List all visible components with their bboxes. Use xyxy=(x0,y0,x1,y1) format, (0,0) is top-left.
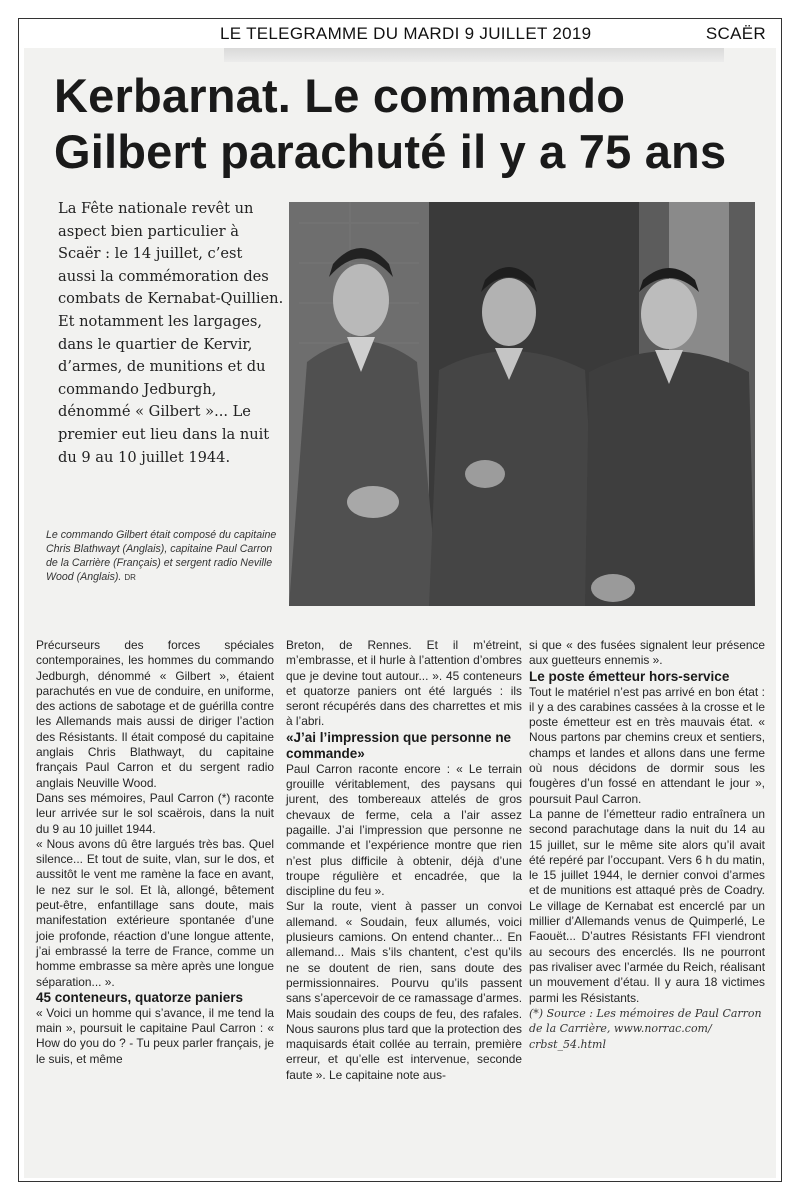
col3-subheading: Le poste émetteur hors-service xyxy=(529,668,730,684)
col2-subheading: «J’ai l’impression que personne ne commande» xyxy=(286,729,512,761)
col1-paragraph-2: Dans ses mémoires, Paul Carron (*) raconte leur arrivée sur le sol scaërois, dans la nuit du 9 au 10 juillet 1944. xyxy=(36,790,274,836)
article-intro: La Fête nationale revêt un aspect bien particulier à Scaër : le 14 juillet, c’est aussi la commémoration des combats de Kernabat-Quillien. Et notamment les largages, dans le quartier de Kervir, d’armes, de munitions et du commando Jedburgh, dénommé « Gilbert »... Le premier eut lieu dans la nuit du 9 au 10 juillet 1944. xyxy=(58,200,284,466)
col2-paragraph-3: Sur la route, vient à passer un convoi allemand. « Soudain, feux allumés, voici plusieurs camions. On entend chanter... En allemand... Mais s’ils chantent, c’est qu’ils ne se doutent de rien, sans doute des permissionnaires. Pourvu qu’ils passent sans s’apercevoir de ce ramassage d’armes. Mais soudain des coups de feu, des rafales. Nous saurons plus tard que la protection des maquisards était collée au terrain, première erreur, et qu’elle est intervenue, seconde faute ». Le capitaine note aus- xyxy=(286,899,522,1082)
header-town: SCAËR xyxy=(705,24,766,43)
bleed-through-strip xyxy=(224,48,724,62)
article-photo xyxy=(289,202,755,606)
col1-paragraph-3: « Nous avons dû être largués très bas. Quel silence... Et tout de suite, vlan, sur le dos, et aussitôt le vent me ramène la face en avant, le nez sur le sol. Et là, allongé, bêtement peut-être, enfantillage sans doute, mais manifestation extérieure spontanée d’une joie profonde, réaction d’une longue attente, j’ai embrassé la terre de France, comme un homme embrasse sa mère après une longue séparation... ». xyxy=(36,836,274,989)
photo-three-men-icon xyxy=(289,202,755,606)
article-source-note[interactable]: (*) Source : Les mémoires de Paul Carron de la Carrière, www.norrac.com/ crbst_54.html xyxy=(529,1006,762,1051)
col1-subheading: 45 conteneurs, quatorze paniers xyxy=(36,989,244,1005)
article-column-2 xyxy=(286,638,522,1083)
article-column-1 xyxy=(36,638,274,1067)
col3-paragraph-1: si que « des fusées signalent leur présence aux guetteurs ennemis ». xyxy=(529,638,765,668)
newspaper-clipping xyxy=(24,48,776,1178)
col2-paragraph-1: Breton, de Rennes. Et il m’étreint, m’embrasse, et il hurle à l’attention d’ombres que je devine tout autour... ». 45 conteneurs et quatorze paniers ont été largués : ils seront récupérés dans des charrettes et mis à l’abri. xyxy=(286,638,522,729)
col2-paragraph-2: Paul Carron raconte encore : « Le terrain grouille véritablement, des paysans qui jurent, des tombereaux attelés de gros chevaux de ferme, cela a l’air assez pagaille. J’ai l’impression que personne ne commande et l’expérience montre que rien n’est plus difficile à obtenir, déjà d’une troupe régulière et encadrée, que la discipline du feu ». xyxy=(286,761,522,899)
newspaper-header xyxy=(220,24,780,46)
caption-text: Le commando Gilbert était composé du capitaine Chris Blathwayt (Anglais), capitaine Paul Carron de la Carrière (Français) et sergent radio Neville Wood (Anglais). xyxy=(46,529,277,583)
col1-paragraph-4: « Voici un homme qui s’avance, il me tend la main », poursuit le capitaine Paul Carron : « How do you do ? - Tu peux parler français, je le suis, et même xyxy=(36,1005,274,1066)
article-column-3 xyxy=(529,638,765,1052)
header-date-line: LE TELEGRAMME DU MARDI 9 JUILLET 2019 xyxy=(220,24,592,43)
col3-paragraph-3: La panne de l’émetteur radio entraînera un second parachutage dans la nuit du 14 au 15 juillet, sur le même site alors qu’il avait été repéré par l’occupant. Vers 6 h du matin, le 15 juillet 1944, le dernier convoi d’armes et de munitions est attaqué près de Coadry. Le village de Kernabat est encerclé par un millier d’Allemands venus de Quimperlé, Le Faouët... D’autres Résistants FFI viendront au secours des encerclés. Ils ne pourront pas rivaliser avec l’armée du Reich, réalisant un mouvement d’étau. Il y aura 18 victimes parmi les Résistants. xyxy=(529,806,765,1005)
col3-paragraph-2: Tout le matériel n’est pas arrivé en bon état : il y a des carabines cassées à la crosse et le poste émetteur est en très mauvais état. « Nous partons par chemins creux et sentiers, champs et landes et allons dans une ferme où nous décidons de dormir sous les fougères d’un fossé en attendant le jour », poursuit Paul Carron. xyxy=(529,684,765,806)
caption-credit: DR xyxy=(124,573,136,582)
photo-caption xyxy=(46,528,282,585)
col1-paragraph-1: Précurseurs des forces spéciales contemporaines, les hommes du commando Jedburgh, dénommé « Gilbert », étaient parachutés en vue de conduire, en uniforme, des actions de sabotage et de guérilla contre les Allemands mais aussi de diriger l’action des Résistants. Il était composé du capitaine anglais Chris Blathwayt, du capitaine français Paul Carron et du sergent radio anglais Neuville Wood. xyxy=(36,638,274,790)
article-title: Kerbarnat. Le commando Gilbert parachuté il y a 75 ans xyxy=(54,69,727,178)
